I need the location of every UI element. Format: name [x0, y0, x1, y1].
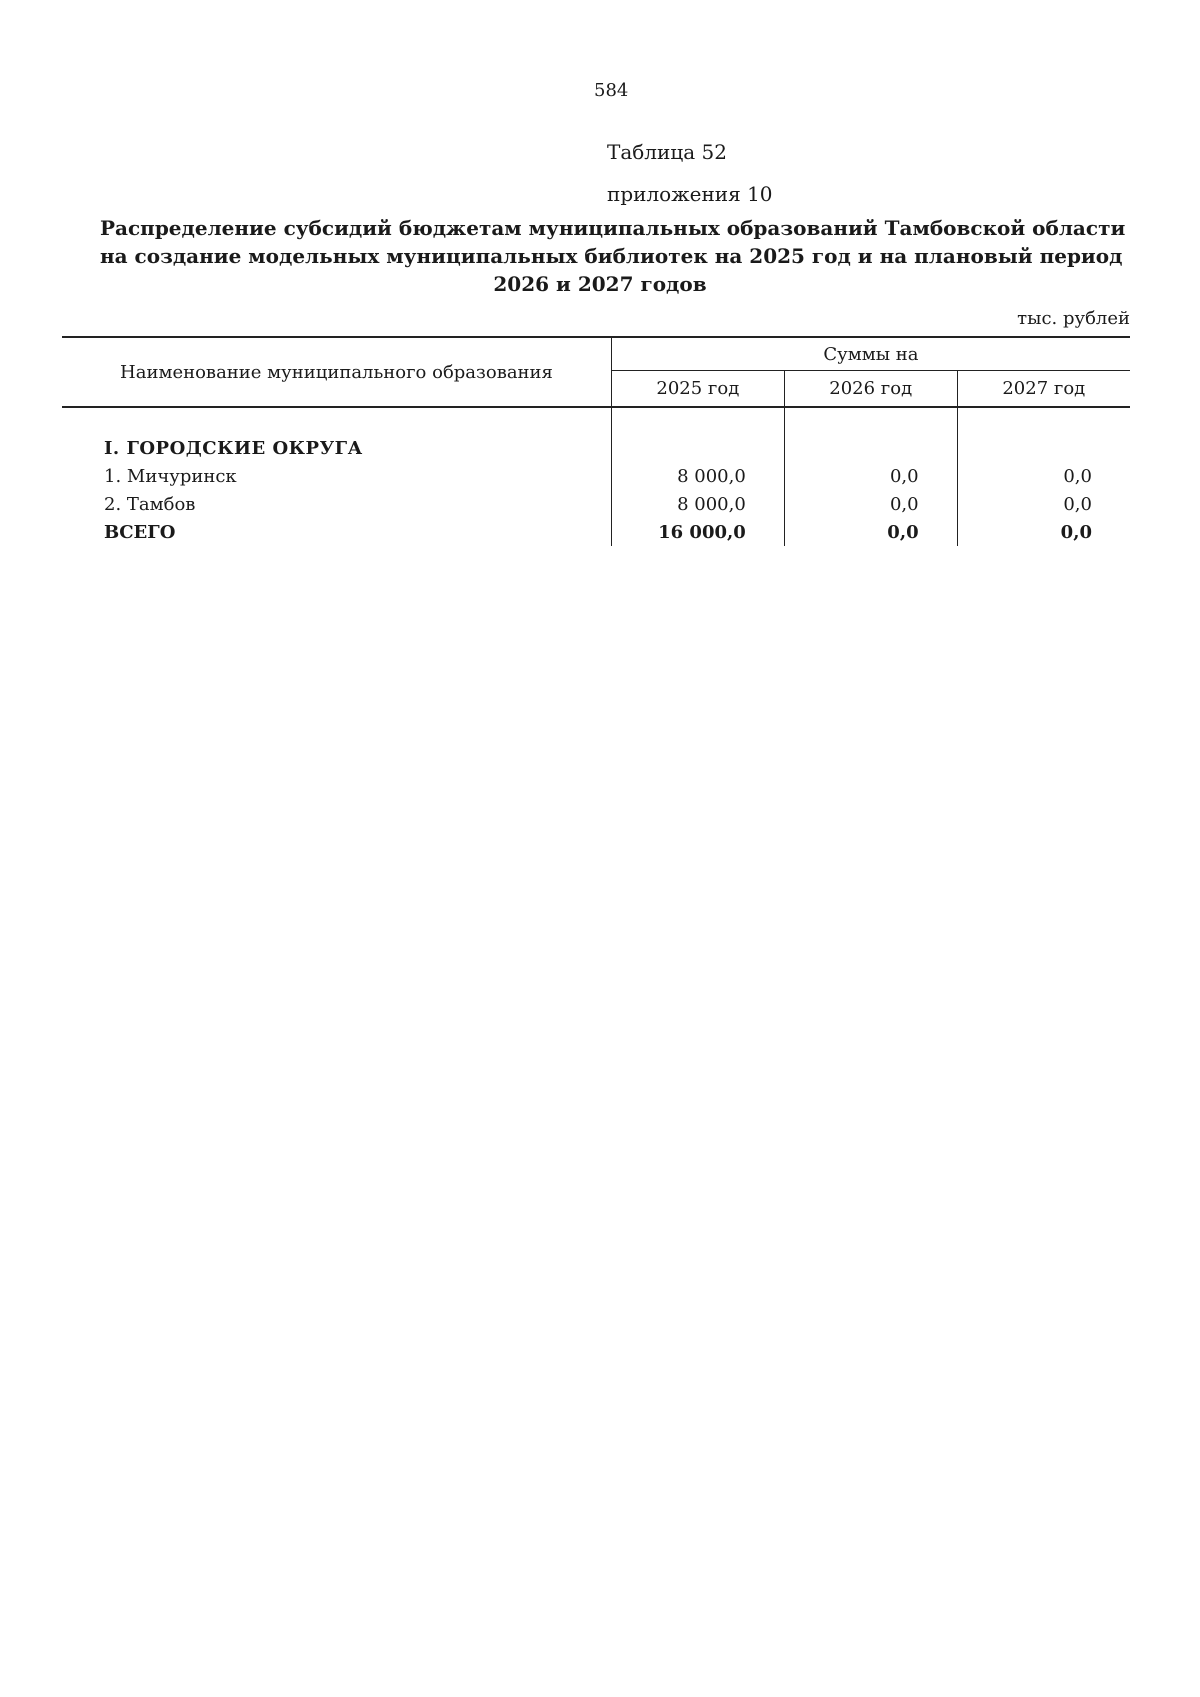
- column-header-2025: 2025 год: [611, 371, 784, 408]
- section-title: I. ГОРОДСКИЕ ОКРУГА: [104, 437, 363, 459]
- row-value-2025: 8 000,0: [611, 490, 784, 518]
- table-spacer-row: [62, 407, 1130, 434]
- title-line-1: Распределение субсидий бюджетам муниципальных образований Тамбовской области: [100, 216, 1126, 240]
- row-value-2025: 8 000,0: [611, 462, 784, 490]
- column-header-sums: Суммы на: [611, 337, 1130, 371]
- row-name: 1. Мичуринск: [104, 465, 237, 487]
- row-value-2026: 0,0: [784, 490, 957, 518]
- appendix-caption: приложения 10: [607, 182, 773, 206]
- document-title: [100, 214, 1126, 298]
- total-value-2025: 16 000,0: [611, 518, 784, 546]
- row-name: 2. Тамбов: [104, 493, 196, 515]
- column-header-2027: 2027 год: [957, 371, 1130, 408]
- row-value-2026: 0,0: [784, 462, 957, 490]
- title-line-3: 2026 и 2027 годов: [493, 272, 707, 296]
- table-row: [62, 462, 1130, 490]
- column-header-2026: 2026 год: [784, 371, 957, 408]
- subsidy-table: [62, 336, 1130, 546]
- units-label: тыс. рублей: [1017, 308, 1130, 329]
- row-value-2027: 0,0: [957, 462, 1130, 490]
- row-value-2027: 0,0: [957, 490, 1130, 518]
- column-header-name: Наименование муниципального образования: [62, 337, 611, 407]
- table-row: [62, 490, 1130, 518]
- total-label: ВСЕГО: [104, 521, 176, 543]
- title-line-2: на создание модельных муниципальных библиотек на 2025 год и на плановый период: [100, 244, 1123, 268]
- page-number: 584: [594, 80, 629, 101]
- total-row: [62, 518, 1130, 546]
- table-caption: Таблица 52: [607, 140, 727, 164]
- total-value-2027: 0,0: [957, 518, 1130, 546]
- section-row: [62, 434, 1130, 462]
- total-value-2026: 0,0: [784, 518, 957, 546]
